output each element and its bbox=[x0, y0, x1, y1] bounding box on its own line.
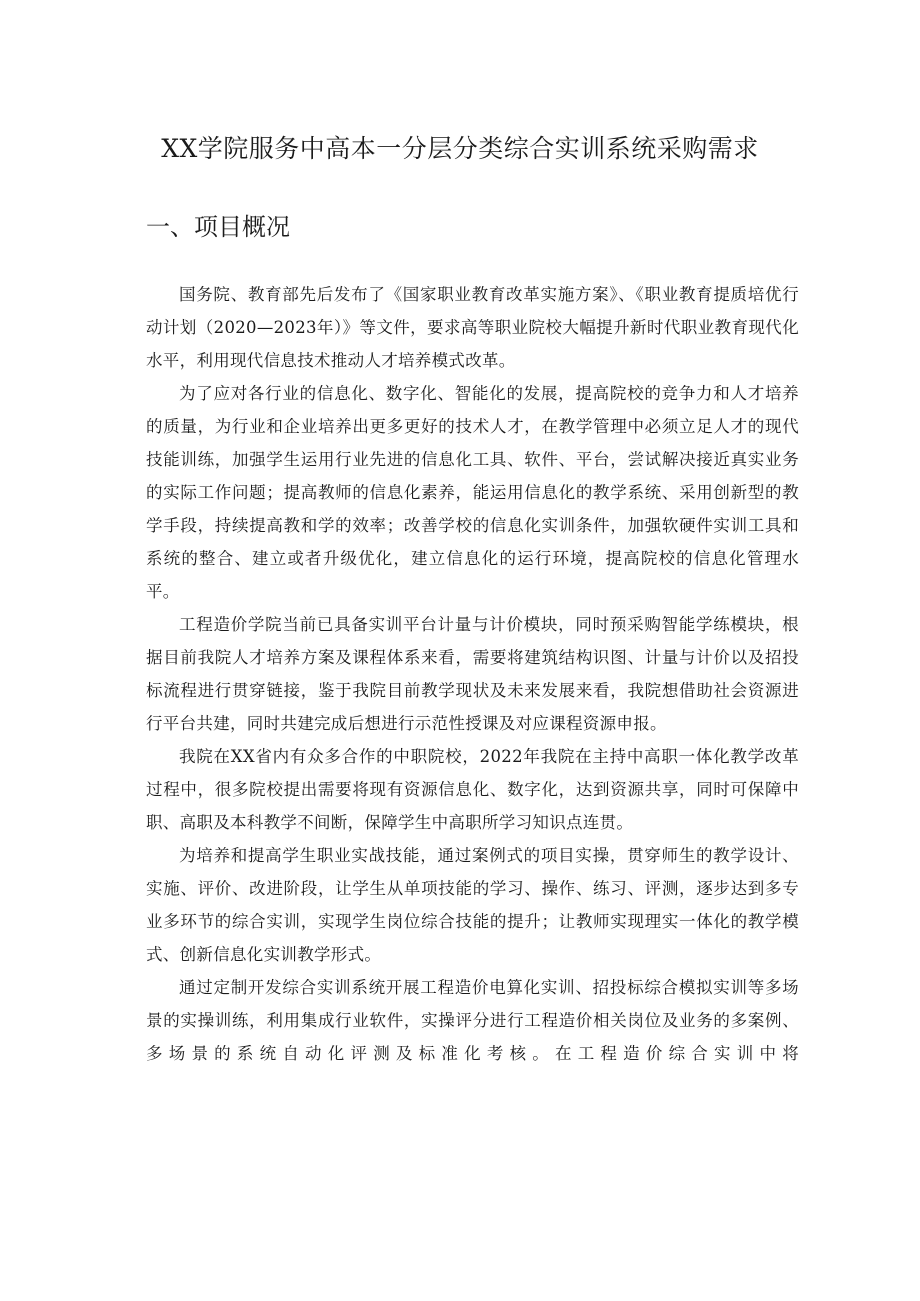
paragraph-5: 为培养和提高学生职业实战技能，通过案例式的项目实操，贯穿师生的教学设计、实施、评价、改进阶段，让学生从单项技能的学习、操作、练习、评测，逐步达到多专业多环节的综合实训，实现学生岗位综合技能的提升；让教师实现理实一体化的教学模式、创新信息化实训教学形式。 bbox=[146, 846, 799, 964]
paragraph-1: 国务院、教育部先后发布了《国家职业教育改革实施方案》、《职业教育提质培优行动计划（2020—2023年）》等文件，要求高等职业院校大幅提升新时代职业教育现代化水平，利用现代信息技术推动人才培养模式改革。 bbox=[146, 285, 799, 370]
body-text bbox=[146, 278, 799, 1070]
paragraph-3: 工程造价学院当前已具备实训平台计量与计价模块，同时预采购智能学练模块，根据目前我院人才培养方案及课程体系来看，需要将建筑结构识图、计量与计价以及招投标流程进行贯穿链接，鉴于我院目前教学现状及未来发展来看，我院想借助社会资源进行平台共建，同时共建完成后想进行示范性授课及对应课程资源申报。 bbox=[146, 615, 799, 733]
document-title: XX学院服务中高本一分层分类综合实训系统采购需求 bbox=[161, 134, 759, 163]
section-heading: 一、项目概况 bbox=[146, 213, 290, 241]
paragraph-6: 通过定制开发综合实训系统开展工程造价电算化实训、招投标综合模拟实训等多场景的实操训练，利用集成行业软件，实操评分进行工程造价相关岗位及业务的多案例、多场景的系统自动化评测及标准化考核。在工程造价综合实训中将 bbox=[146, 978, 799, 1063]
paragraph-4: 我院在XX省内有众多合作的中职院校，2022年我院在主持中高职一体化教学改革过程中，很多院校提出需要将现有资源信息化、数字化，达到资源共享，同时可保障中职、高职及本科教学不间断，保障学生中高职所学习知识点连贯。 bbox=[146, 747, 799, 832]
paragraph-2: 为了应对各行业的信息化、数字化、智能化的发展，提高院校的竞争力和人才培养的质量，为行业和企业培养出更多更好的技术人才，在教学管理中必须立足人才的现代技能训练，加强学生运用行业先进的信息化工具、软件、平台，尝试解决接近真实业务的实际工作问题；提高教师的信息化素养，能运用信息化的教学系统、采用创新型的教学手段，持续提高教和学的效率；改善学校的信息化实训条件，加强软硬件实训工具和系统的整合、建立或者升级优化，建立信息化的运行环境，提高院校的信息化管理水平。 bbox=[146, 384, 799, 601]
